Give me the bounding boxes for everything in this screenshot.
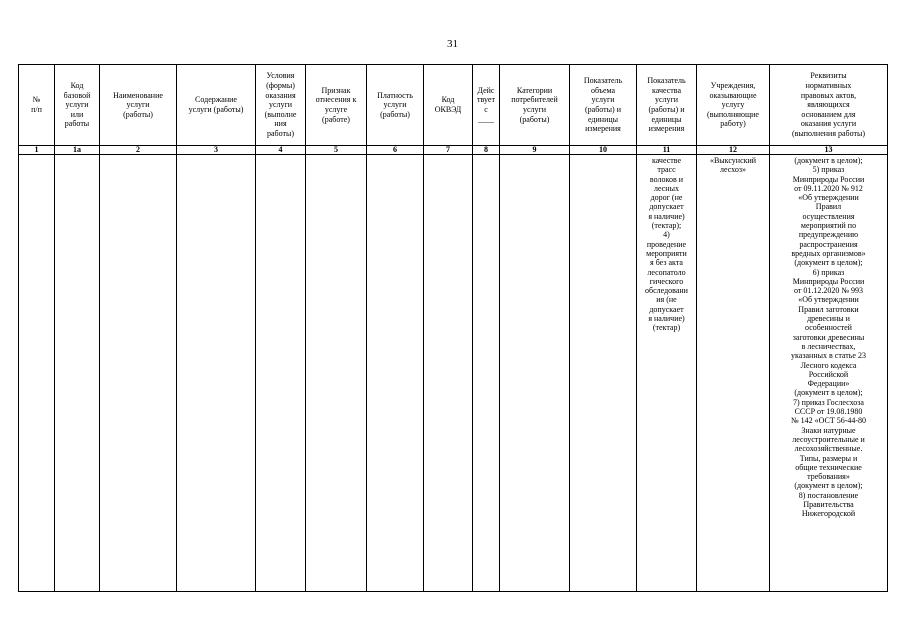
header-cell-attribute: Признак отнесения к услуге (работе) <box>306 65 367 146</box>
header-cell-base-code: Код базовой услуги или работы <box>55 65 100 146</box>
column-number: 8 <box>473 146 500 155</box>
column-number: 7 <box>424 146 473 155</box>
header-cell-conditions: Условия (формы) оказания услуги (выполне ния работы) <box>256 65 306 146</box>
header-cell-payment: Платность услуги (работы) <box>367 65 424 146</box>
cell-valid-from <box>473 155 500 592</box>
column-number: 2 <box>100 146 177 155</box>
header-cell-quality-indicator: Показатель качества услуги (работы) и единицы измерения <box>637 65 697 146</box>
header-cell-institutions: Учреждения, оказывающие услугу (выполняющие работу) <box>697 65 770 146</box>
cell-number <box>19 155 55 592</box>
legal-acts-text: (документ в целом); 5) приказ Минприроды России от 09.11.2020 № 912 «Об утверждении Правил осуществления мероприятий по предупреждению распространения вредных организмов» (документ в целом); 6) приказ Минприроды России от 01.12.2020 № 993 «Об утверждении Правил заготовки древесины и особенностей заготовки древесины в лесничествах, указанных в статье 23 Лесного кодекса Российской Федерации» (документ в целом); 7) приказ Гослесхоза СССР от 19.08.1980 № 142 «ОСТ 56-44-80 Знаки натурные лесоустроительные и лесохозяйственные. Типы, размеры и общие технические требования» (документ в целом); 8) постановление Правительства Нижегородской <box>790 156 867 519</box>
header-cell-content: Содержание услуги (работы) <box>177 65 256 146</box>
column-number: 10 <box>570 146 637 155</box>
cell-attribute <box>306 155 367 592</box>
column-number: 5 <box>306 146 367 155</box>
cell-name <box>100 155 177 592</box>
cell-content <box>177 155 256 592</box>
column-number-row <box>19 146 888 155</box>
services-registry-table <box>18 64 888 592</box>
cell-okved <box>424 155 473 592</box>
header-cell-valid-from: Дейс твует с ____ <box>473 65 500 146</box>
column-number: 6 <box>367 146 424 155</box>
cell-legal-acts <box>770 155 888 592</box>
column-number: 4 <box>256 146 306 155</box>
column-number: 1 <box>19 146 55 155</box>
cell-payment <box>367 155 424 592</box>
cell-institutions <box>697 155 770 592</box>
column-number: 12 <box>697 146 770 155</box>
header-cell-volume-indicator: Показатель объема услуги (работы) и единицы измерения <box>570 65 637 146</box>
header-cell-legal-acts: Реквизиты нормативных правовых актов, являющихся основанием для оказания услуги (выполнения работы) <box>770 65 888 146</box>
column-number: 3 <box>177 146 256 155</box>
column-number: 11 <box>637 146 697 155</box>
page-number: 31 <box>447 38 458 50</box>
cell-volume-indicator <box>570 155 637 592</box>
cell-base-code <box>55 155 100 592</box>
institution-text: «Выксунский лесхоз» <box>709 156 757 175</box>
quality-indicator-text: качестве трасс волоков и лесных дорог (не допускает я наличие) (тектар); 4) проведение мероприяти я без акта лесопатоло гического обследовани ия (не допускает я наличие) (тектар) <box>645 156 688 333</box>
table-row <box>19 155 888 592</box>
cell-conditions <box>256 155 306 592</box>
header-cell-consumers: Категории потребителей услуги (работы) <box>500 65 570 146</box>
column-number: 13 <box>770 146 888 155</box>
header-row <box>19 65 888 146</box>
header-cell-okved: Код ОКВЭД <box>424 65 473 146</box>
cell-consumers <box>500 155 570 592</box>
column-number: 1а <box>55 146 100 155</box>
header-cell-number: № п/п <box>19 65 55 146</box>
column-number: 9 <box>500 146 570 155</box>
cell-quality-indicator <box>637 155 697 592</box>
header-cell-name: Наименование услуги (работы) <box>100 65 177 146</box>
